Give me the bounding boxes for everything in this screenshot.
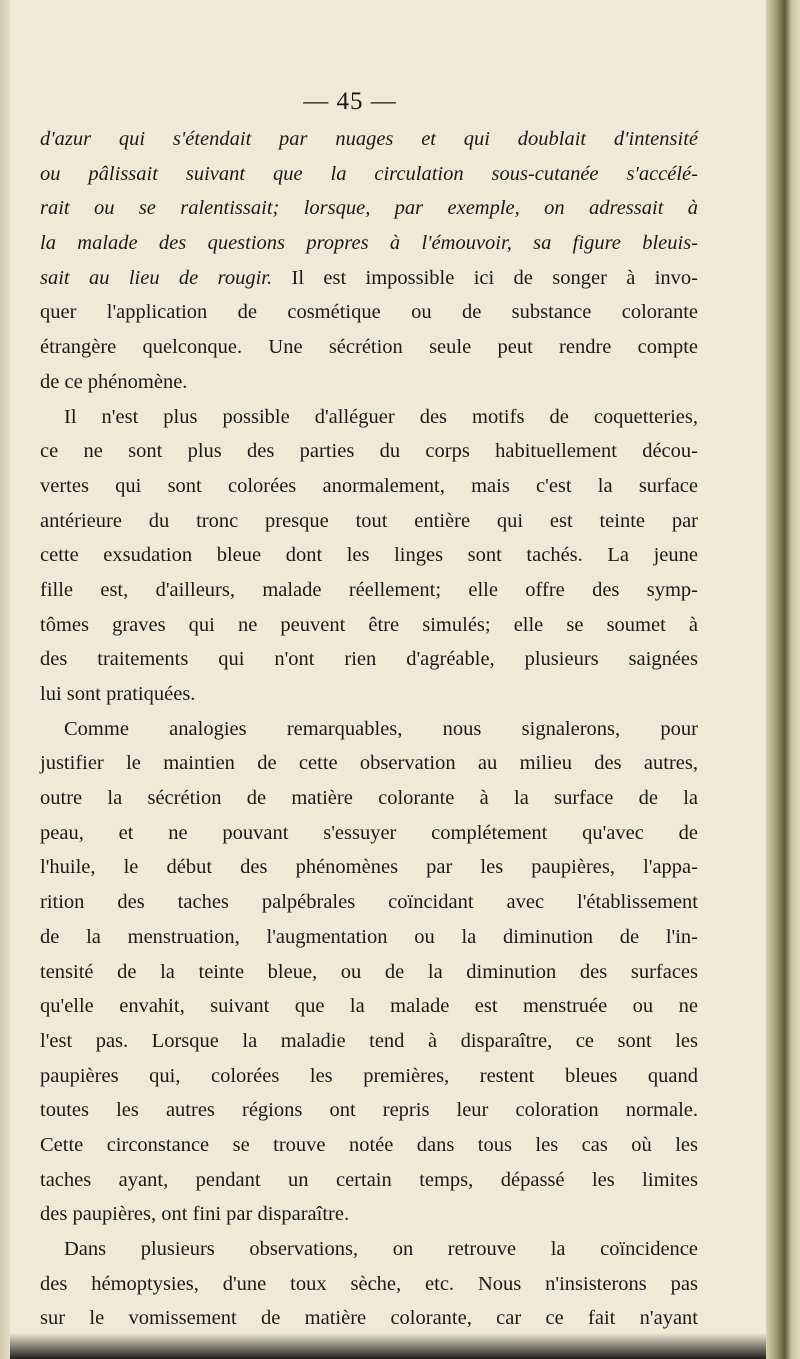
text-run: cette exsudation bleue dont les linges sont tachés. La jeune xyxy=(40,544,698,567)
text-run: des paupières, ont fini par disparaître. xyxy=(40,1203,350,1226)
text-line xyxy=(40,955,698,990)
text-line xyxy=(40,712,698,747)
text-line xyxy=(40,1232,698,1267)
italic-text-run: la malade des questions propres à l'émouvoir, sa figure bleuis- xyxy=(40,232,698,255)
text-line xyxy=(40,989,698,1024)
text-run: fille est, d'ailleurs, malade réellement; elle offre des symp- xyxy=(40,578,698,601)
italic-text-run: rait ou se ralentissait; lorsque, par exemple, on adressait à xyxy=(40,197,698,220)
italic-text-run: d'azur qui s'étendait par nuages et qui doublait d'intensité xyxy=(40,128,698,150)
text-run: vertes qui sont colorées anormalement, mais c'est la surface xyxy=(40,474,698,497)
text-line xyxy=(40,573,698,608)
text-line xyxy=(40,261,698,296)
text-run: Comme analogies remarquables, nous signalerons, pour xyxy=(64,717,698,740)
text-run: Dans plusieurs observations, on retrouve la coïncidence xyxy=(64,1238,698,1260)
book-spine-edge xyxy=(766,0,800,1359)
text-line xyxy=(40,157,698,192)
text-line xyxy=(40,1059,698,1094)
text-run: des hémoptysies, d'une toux sèche, etc. Nous n'insisterons pas xyxy=(40,1272,698,1295)
text-line xyxy=(40,746,698,781)
text-run: sur le vomissement de matière colorante, car ce fait n'ayant xyxy=(40,1307,698,1330)
text-run: rition des taches palpébrales coïncidant avec l'établissement xyxy=(40,891,698,914)
text-line xyxy=(40,1301,698,1336)
text-run: antérieure du tronc presque tout entière qui est teinte par xyxy=(40,509,698,532)
text-run: tensité de la teinte bleue, ou de la diminution des surfaces xyxy=(40,960,698,983)
text-line xyxy=(40,1024,698,1059)
text-line xyxy=(40,816,698,851)
text-line xyxy=(40,1267,698,1302)
text-line xyxy=(40,400,698,435)
text-line xyxy=(40,191,698,226)
text-run: des traitements qui n'ont rien d'agréable, plusieurs saignées xyxy=(40,648,698,671)
page-bottom-shadow xyxy=(10,1333,766,1359)
text-line xyxy=(40,365,698,400)
text-run: paupières qui, colorées les premières, restent bleues quand xyxy=(40,1064,698,1087)
text-line xyxy=(40,330,698,365)
text-run: toutes les autres régions ont repris leur coloration normale. xyxy=(40,1099,698,1122)
text-run: taches ayant, pendant un certain temps, dépassé les limites xyxy=(40,1168,698,1191)
text-line xyxy=(40,469,698,504)
text-run: de la menstruation, l'augmentation ou la diminution de l'in- xyxy=(40,925,698,948)
text-line xyxy=(40,1093,698,1128)
text-line xyxy=(40,1197,698,1232)
text-run: l'est pas. Lorsque la maladie tend à disparaître, ce sont les xyxy=(40,1029,698,1052)
text-run: Il est impossible ici de songer à invo- xyxy=(272,266,698,289)
text-line xyxy=(40,781,698,816)
text-line xyxy=(40,885,698,920)
italic-text-run: ou pâlissait suivant que la circulation sous-cutanée s'accélé- xyxy=(40,162,698,185)
text-line xyxy=(40,122,698,157)
page-edge-left xyxy=(0,0,10,1359)
text-run: lui sont pratiquées. xyxy=(40,683,196,705)
text-line xyxy=(40,434,698,469)
text-line xyxy=(40,295,698,330)
italic-text-run: sait au lieu de rougir. xyxy=(40,266,273,289)
text-run: de ce phénomène. xyxy=(40,370,188,393)
text-line xyxy=(40,538,698,573)
text-line xyxy=(40,920,698,955)
text-line xyxy=(40,1128,698,1163)
text-run: quer l'application de cosmétique ou de substance colorante xyxy=(40,301,698,324)
text-line xyxy=(40,677,698,712)
text-run: étrangère quelconque. Une sécrétion seule peut rendre compte xyxy=(40,336,698,359)
text-line xyxy=(40,850,698,885)
text-run: ce ne sont plus des parties du corps habituellement décou- xyxy=(40,440,698,463)
text-line xyxy=(40,608,698,643)
text-line xyxy=(40,504,698,539)
text-run: justifier le maintien de cette observation au milieu des autres, xyxy=(40,752,698,775)
text-run: tômes graves qui ne peuvent être simulés; elle se soumet à xyxy=(40,613,698,636)
text-line xyxy=(40,1163,698,1198)
text-run: l'huile, le début des phénomènes par les paupières, l'appa- xyxy=(40,856,698,879)
text-line xyxy=(40,642,698,677)
text-run: Il n'est plus possible d'alléguer des motifs de coquetteries, xyxy=(64,405,698,428)
text-run: peau, et ne pouvant s'essuyer complétement qu'avec de xyxy=(40,821,698,844)
text-run: Cette circonstance se trouve notée dans tous les cas où les xyxy=(40,1133,698,1156)
page-number: — 45 — xyxy=(303,88,397,115)
text-line xyxy=(40,226,698,261)
body-text xyxy=(40,122,698,1336)
text-run: qu'elle envahit, suivant que la malade est menstruée ou ne xyxy=(40,995,698,1018)
text-run: outre la sécrétion de matière colorante à la surface de la xyxy=(40,787,698,810)
